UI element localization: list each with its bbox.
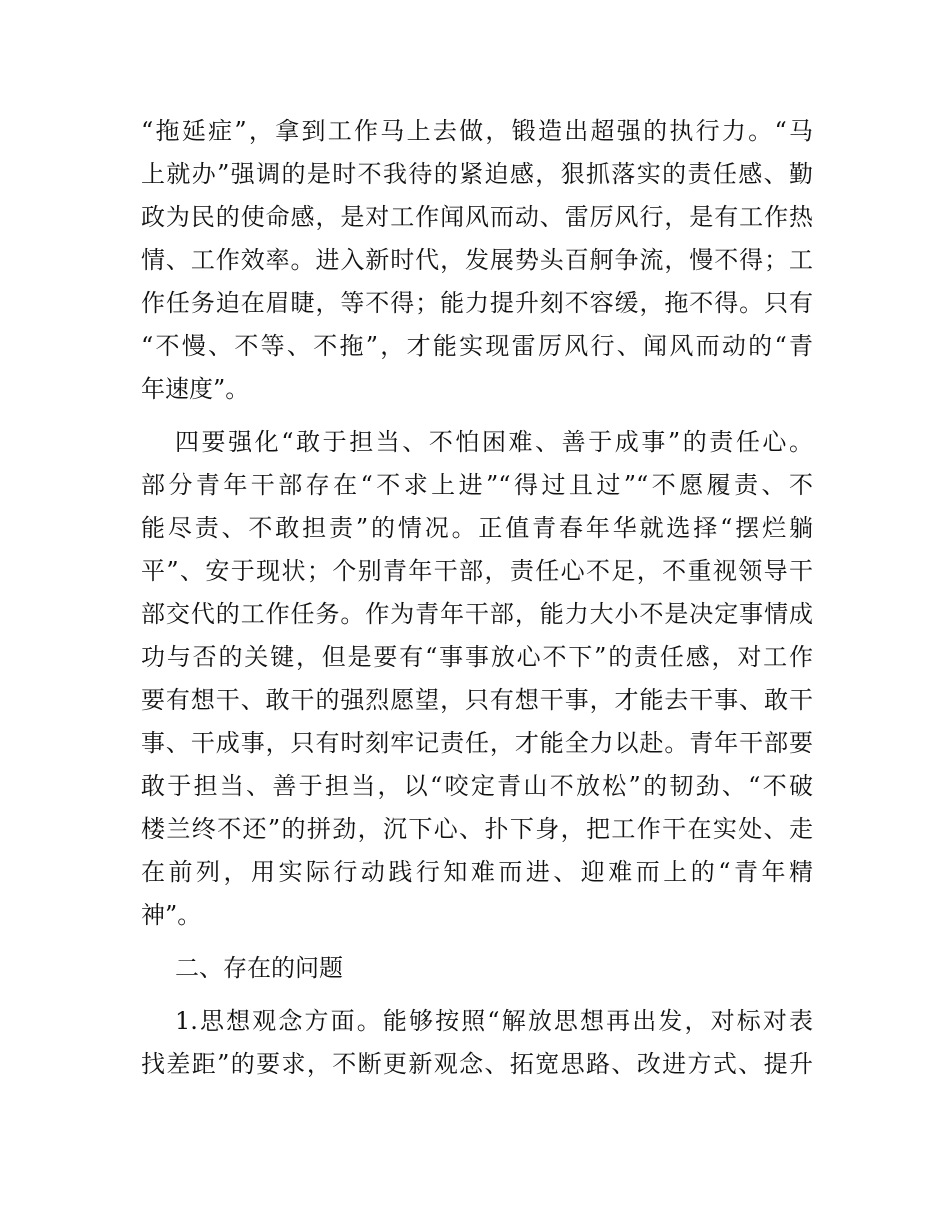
text-line: 在前列，用实际行动践行知难而进、迎难而上的“青年精 [141,858,813,886]
text-line: 部分青年干部存在“不求上进”“得过且过”“不愿履责、不 [141,471,813,499]
text-line: “不慢、不等、不拖”，才能实现雷厉风行、闻风而动的“青 [141,332,813,360]
text-line: 1.思想观念方面。能够按照“解放思想再出发，对标对表 [175,1007,813,1035]
text-line: 四要强化“敢于担当、不怕困难、善于成事”的责任心。 [175,428,813,456]
text-line: 找差距”的要求，不断更新观念、拓宽思路、改进方式、提升 [141,1050,813,1078]
text-line: 功与否的关键，但是要有“事事放心不下”的责任感，对工作 [141,643,813,671]
document-body [141,110,813,1086]
text-line: 平”、安于现状；个别青年干部，责任心不足，不重视领导干 [141,557,813,585]
paragraph-thinking [141,1000,813,1086]
text-line: 敢于担当、善于担当，以“咬定青山不放松”的韧劲、“不破 [141,772,813,800]
text-line: 神”。 [141,901,202,929]
heading-text: 二、存在的问题 [175,954,343,982]
paragraph-execution [141,110,813,411]
text-line: 年速度”。 [141,375,250,403]
text-line: 楼兰终不还”的拼劲，沉下心、扑下身，把工作干在实处、走 [141,815,813,843]
text-line: 作任务迫在眉睫，等不得；能力提升刻不容缓，拖不得。只有 [141,289,813,317]
section-heading [141,947,813,990]
text-line: 事、干成事，只有时刻牢记责任，才能全力以赴。青年干部要 [141,729,813,757]
text-line: “拖延症”，拿到工作马上去做，锻造出超强的执行力。“马 [141,117,813,145]
text-line: 上就办”强调的是时不我待的紧迫感，狠抓落实的责任感、勤 [141,160,813,188]
text-line: 部交代的工作任务。作为青年干部，能力大小不是决定事情成 [141,600,813,628]
text-line: 要有想干、敢干的强烈愿望，只有想干事，才能去干事、敢干 [141,686,813,714]
paragraph-responsibility [141,421,813,937]
text-line: 政为民的使命感，是对工作闻风而动、雷厉风行，是有工作热 [141,203,813,231]
text-line: 情、工作效率。进入新时代，发展势头百舸争流，慢不得；工 [141,246,813,274]
text-line: 能尽责、不敢担责”的情况。正值青春年华就选择“摆烂躺 [141,514,813,542]
